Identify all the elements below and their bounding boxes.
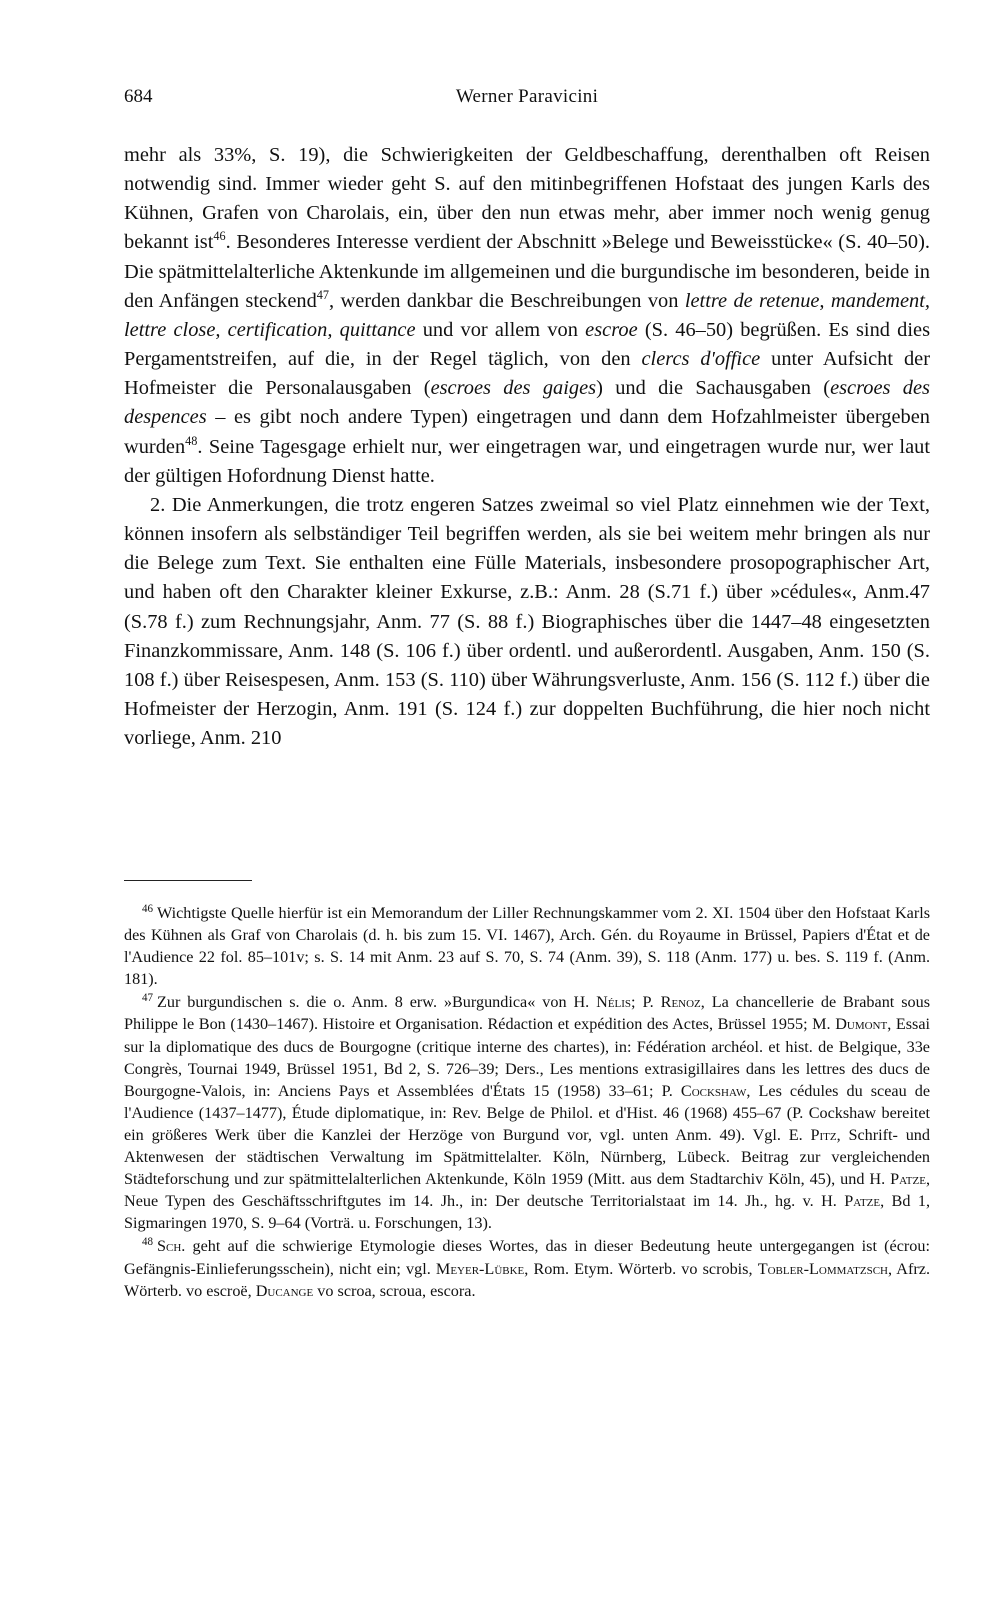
text-run: (S. 46–50) begrüßen. Es sind dies Pergamentstreifen, auf die, in der Regel täglich, von den — [124, 318, 931, 371]
text-run: , werden dankbar die Beschreibungen von — [329, 289, 685, 312]
author-name: Cockshaw — [680, 1081, 747, 1100]
footnote-text: , Les cédules du sceau de l'Audience (1437–1477), Étude diplomatique, in: Rev. Belge de Philol. et d'Hist. 46 (1968) 455–67 (P. Cockshaw bereitet ein größeres Werk über die Kanzlei der Herzöge von Burgund vor, vgl. unten Anm. 49). Vgl. E. — [124, 1081, 931, 1144]
footnote-ref-46: 46 — [213, 229, 226, 244]
footnote-text: Wichtigste Quelle hierfür ist ein Memorandum der Liller Rechnungskammer vom 2. XI. 1504 über den Hofstaat Karls des Kühnen als Graf von Charolais (d. h. bis zum 15. VI. 1467), Arch. Gén. du Royaume in Brüssel, Papiers d'État et de l'Audience 22 fol. 85–101v; s. S. 14 mit Anm. 23 auf S. 70, S. 74 (Anm. 39), S. 118 (Anm. 177) u. bes. S. 119 f. (Anm. 181). — [124, 904, 930, 989]
footnote-text: vo scroa, scroua, escora. — [313, 1281, 476, 1300]
running-head: Werner Paravicini — [455, 86, 599, 107]
page-number: 684 — [124, 86, 153, 107]
footnotes — [124, 902, 930, 1303]
author-name: Patze — [890, 1170, 926, 1189]
footnote-text: , Neue Typen des Geschäftsschriftgutes im 14. Jh., in: Der deutsche Territorialstaat im 14. Jh., hg. v. H. — [124, 1170, 930, 1211]
footnote-text: ; P. — [631, 993, 661, 1012]
footnote-text: geht auf die schwierige Etymologie dieses Wortes, das in dieser Bedeutung heute untergegangen ist (écrou: Gefängnis-Einlieferungsschein), nicht ein; vgl. — [124, 1237, 930, 1278]
footnote-48 — [124, 1235, 930, 1301]
text-run: . Besonderes Interesse verdient der Abschnitt »Belege und Beweisstücke« (S. 40–50). Die spätmittelalterliche Aktenkunde im allgemeinen und die burgundische im besonderen, beide in den Anfängen steckend — [124, 231, 930, 312]
footnote-ref-48: 48 — [185, 433, 198, 448]
text-run: – es gibt noch andere Typen) eingetragen und dann dem Hofzahlmeister übergeben wurden — [124, 406, 930, 458]
footnote-number: 48 — [142, 1236, 153, 1249]
footnote-47 — [124, 991, 930, 1234]
text-run: mehr als 33%, S. 19), die Schwierigkeiten der Geldbeschaffung, derenthalben oft Reisen notwendig sind. Immer wieder geht S. auf den mitinbegriffenen Hofstaat des jungen Karls des Kühnen, Grafen von Charolais, ein, über den nun etwas mehr, aber immer noch wenig genug bekannt ist — [124, 144, 930, 254]
footnote-text: Zur burgundischen s. die o. Anm. 8 erw. »Burgundica« von H. — [157, 993, 597, 1012]
footnote-text: , Afrz. Wörterb. vo escroë, — [124, 1259, 930, 1300]
author-name: Renoz — [660, 993, 701, 1012]
italic-term: escroes des gaiges — [430, 377, 597, 400]
footnote-text: , Essai sur la diplomatique des ducs de Bourgogne (critique interne des chartes), in: Fédération archéol. et hist. de Belgique, 33e Congrès, Tournai 1949, Brüssel 1951, Bd 2, S. 726–39; Ders., Les mentions extrasigillaires dans les lettres des ducs de Bourgogne-Valois, in: Anciens Pays et Assemblées d'États 15 (1958) 33–61; P. — [124, 1015, 931, 1100]
author-name: Nélis — [596, 993, 632, 1012]
footnote-46 — [124, 902, 930, 990]
footnote-ref-47: 47 — [316, 287, 330, 302]
italic-term: lettre de retenue, mandement, lettre close, certification, quittance — [124, 289, 930, 341]
footnote-number: 47 — [142, 991, 153, 1004]
footnote-text: , La chancellerie de Brabant sous Philippe le Bon (1430–1467). Histoire et Organisation. Rédaction et expédition des Actes, Brüssel 1955; M. — [124, 993, 931, 1034]
page-header — [124, 86, 930, 116]
author-name: Tobler-Lommatzsch — [757, 1259, 888, 1278]
text-run: ) und die Sachausgaben ( — [596, 377, 831, 400]
author-name: Ducange — [255, 1281, 314, 1300]
footnote-number: 46 — [142, 902, 153, 915]
italic-term: clercs d'office — [641, 348, 761, 371]
author-name: Sch. — [157, 1237, 186, 1256]
paragraph-2: 2. Die Anmerkungen, die trotz engeren Satzes zweimal so viel Platz einnehmen wie der Text, können insofern als selbständiger Teil begriffen werden, als sie bei weitem mehr bringen als nur die Belege zum Text. Sie enthalten eine Fülle Materials, insbesondere prosopographischer Art, und haben oft den Charakter kleiner Exkurse, z.B.: Anm. 28 (S.71 f.) über »cédules«, Anm.47 (S.78 f.) zum Rechnungsjahr, Anm. 77 (S. 88 f.) Biographisches über die 1447–48 eingesetzten Finanzkommissare, Anm. 148 (S. 106 f.) über ordentl. und außerordentl. Ausgaben, Anm. 150 (S. 108 f.) über Reisespesen, Anm. 153 (S. 110) über Währungsverluste, Anm. 156 (S. 112 f.) über die Hofmeister der Herzogin, Anm. 191 (S. 124 f.) zur doppelten Buchführung, die hier noch nicht vorliege, Anm. 210 — [124, 493, 930, 750]
paragraph-1 — [124, 141, 930, 491]
footnote-text: , Bd 1, Sigmaringen 1970, S. 9–64 (Vorträ. u. Forschungen, 13). — [124, 1192, 930, 1233]
text-run: unter Aufsicht der Hofmeister die Personalausgaben ( — [124, 348, 931, 400]
author-name: Patze — [844, 1192, 881, 1211]
footnote-text: , Schrift- und Aktenwesen der städtischen Verwaltung im Spätmittelalter. Köln, Nürnberg, Lübeck. Beitrag zur vergleichenden Städteforschung und zur spätmittelalterlichen Aktenkunde, Köln 1959 (Mitt. aus dem Stadtarchiv Köln, 45), und H. — [124, 1125, 930, 1189]
italic-term: escroes des despences — [124, 377, 930, 429]
author-name: Pitz — [810, 1125, 837, 1144]
author-name: Dumont — [835, 1015, 888, 1034]
text-run: und vor allem von — [415, 318, 586, 341]
author-name: Meyer-Lübke — [435, 1259, 525, 1278]
body-text — [124, 141, 930, 753]
text-run: . Seine Tagesgage erhielt nur, wer eingetragen war, und eingetragen wurde nur, wer laut der gültigen Hofordnung Dienst hatte. — [124, 435, 930, 487]
footnote-text: , Rom. Etym. Wörterb. vo scrobis, — [524, 1259, 758, 1278]
footnote-separator — [124, 880, 252, 881]
italic-term: escroe — [585, 318, 638, 341]
